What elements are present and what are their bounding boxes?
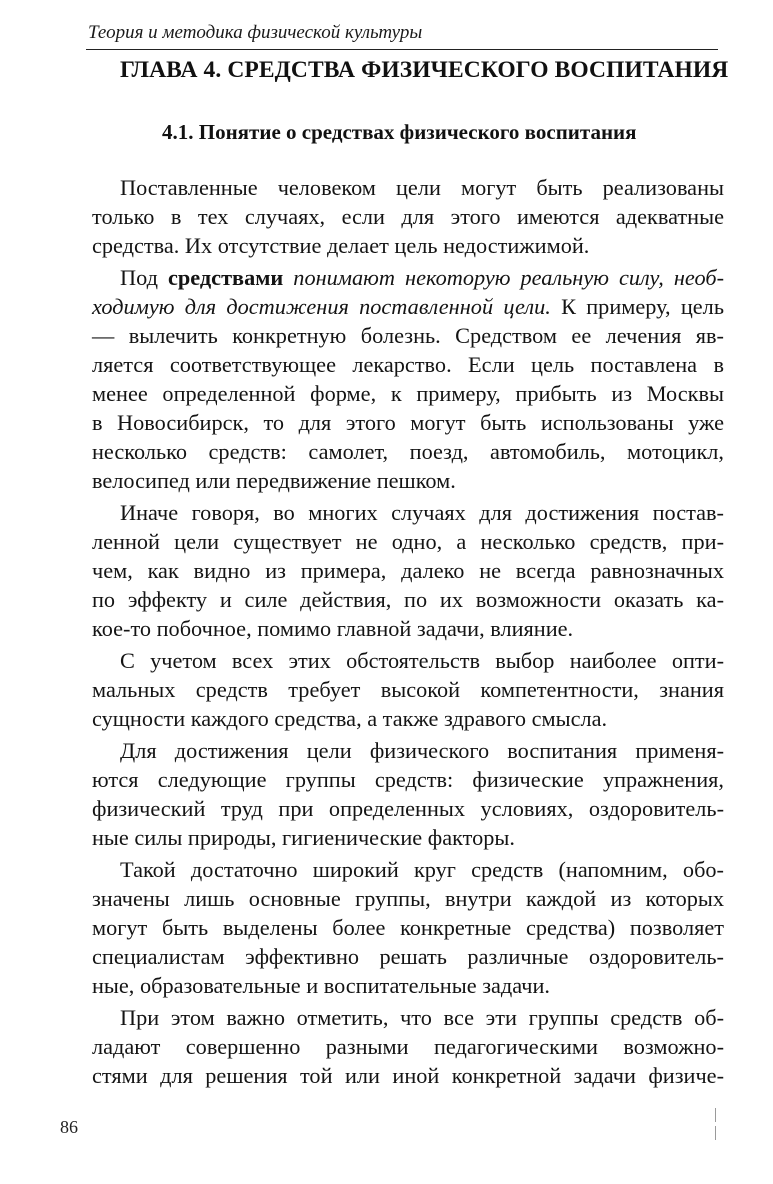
term-bold: средствами — [168, 265, 284, 290]
text-line: кое-то побочное, помимо главной задачи, влияние. — [92, 616, 574, 641]
margin-mark — [715, 1126, 716, 1140]
definition-italic: ходимую для достижения поставленной цели. — [92, 294, 551, 319]
text-line: менее определенной форме, к примеру, прибыть из Москвы — [92, 381, 724, 406]
running-head: Теория и методика физической культуры — [88, 22, 423, 43]
text-line: При этом важно отметить, что все эти группы средств об- — [120, 1005, 724, 1030]
text-line: С учетом всех этих обстоятельств выбор наиболее опти- — [120, 648, 724, 673]
text-line: только в тех случаях, если для этого имеются адекватные — [92, 204, 724, 229]
header-rule — [86, 49, 718, 50]
text-line — [120, 264, 724, 292]
text-line: сущности каждого средства, а также здравого смысла. — [92, 706, 608, 731]
text-line: ляется соответствующее лекарство. Если цель поставлена в — [92, 352, 724, 377]
text-line: ленной цели существует не одно, а несколько средств, при- — [92, 529, 724, 554]
text-line: в Новосибирск, то для этого могут быть использованы уже — [92, 410, 724, 435]
section-title: 4.1. Понятие о средствах физического воспитания — [162, 120, 637, 144]
text-line: — вылечить конкретную болезнь. Средством ее лечения яв- — [92, 323, 724, 348]
text-line: чем, как видно из примера, далеко не всегда равнозначных — [92, 558, 724, 583]
text-line: Поставленные человеком цели могут быть реализованы — [120, 175, 724, 200]
text-line: ные, образовательные и воспитательные задачи. — [92, 973, 550, 998]
text-run: К примеру, цель — [550, 294, 724, 319]
text-run: Под — [120, 265, 168, 290]
text-line: Такой достаточно широкий круг средств (напомним, обо- — [120, 857, 724, 882]
text-line: Иначе говоря, во многих случаях для достижения постав- — [120, 500, 724, 525]
text-line: несколько средств: самолет, поезд, автомобиль, мотоцикл, — [92, 439, 724, 464]
text-line: специалистам эффективно решать различные оздоровитель- — [92, 944, 724, 969]
chapter-title: ГЛАВА 4. СРЕДСТВА ФИЗИЧЕСКОГО ВОСПИТАНИЯ — [120, 57, 729, 83]
text-line: по эффекту и силе действия, по их возможности оказать ка- — [92, 587, 724, 612]
text-line: средства. Их отсутствие делает цель недостижимой. — [92, 233, 590, 258]
text-line: ладают совершенно разными педагогическими возможно- — [92, 1034, 724, 1059]
text-line: мальных средств требует высокой компетентности, знания — [92, 677, 724, 702]
text-line: физический труд при определенных условиях, оздоровитель- — [92, 796, 724, 821]
text-line: могут быть выделены более конкретные средства) позволяет — [92, 915, 724, 940]
definition-italic: понимают некоторую реальную силу, необ- — [283, 265, 724, 290]
text-line: стями для решения той или иной конкретной задачи физиче- — [92, 1063, 724, 1088]
text-line — [92, 293, 724, 321]
text-line: ные силы природы, гигиенические факторы. — [92, 825, 515, 850]
margin-mark — [715, 1108, 716, 1122]
text-line: Для достижения цели физического воспитания применя- — [120, 738, 724, 763]
text-line: ются следующие группы средств: физические упражнения, — [92, 767, 724, 792]
text-line: велосипед или передвижение пешком. — [92, 468, 456, 493]
text-line: значены лишь основные группы, внутри каждой из которых — [92, 886, 724, 911]
page-number: 86 — [60, 1117, 78, 1137]
